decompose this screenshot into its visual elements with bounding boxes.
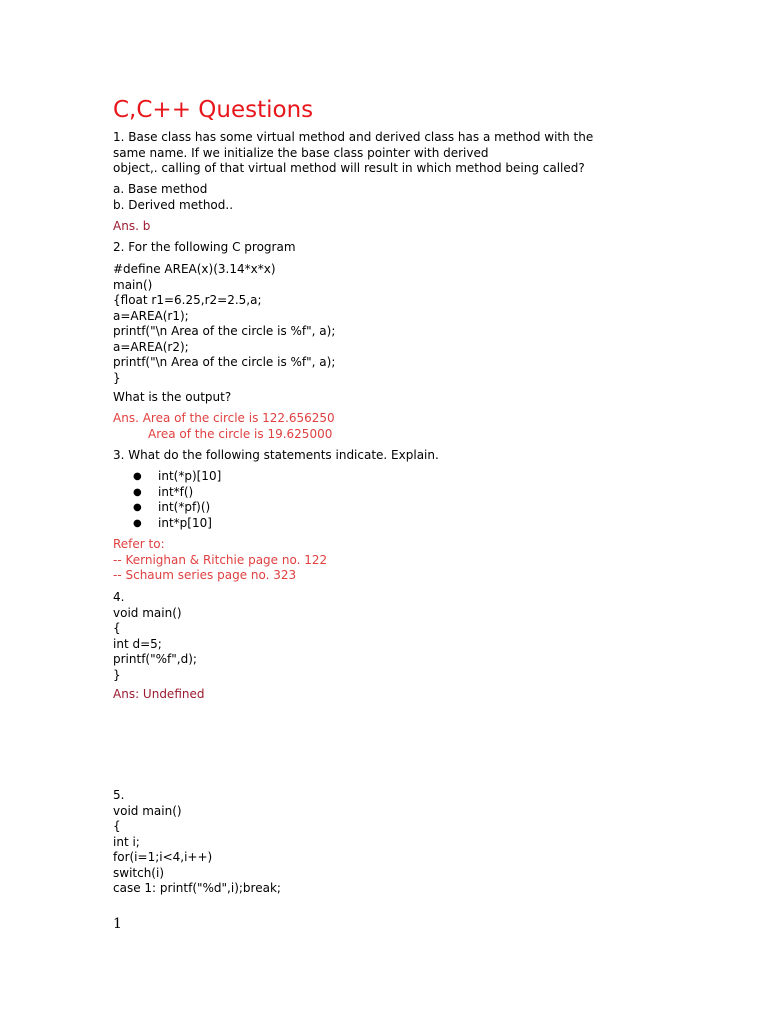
code-line: } xyxy=(113,370,121,385)
answer-text: Ans: Undefined xyxy=(113,687,205,701)
question-3 xyxy=(113,448,439,464)
code-line: } xyxy=(113,667,121,682)
question-2 xyxy=(113,240,296,256)
code-line: void main() xyxy=(113,605,182,620)
list-item-text: int*p[10] xyxy=(158,515,212,530)
question-1-answer xyxy=(113,219,150,235)
page-title: C,C++ Questions xyxy=(113,97,314,123)
code-line: int d=5; xyxy=(113,636,162,651)
code-line: int i; xyxy=(113,834,140,849)
question-line: object,. calling of that virtual method will result in which method being called? xyxy=(113,161,585,175)
question-line: same name. If we initialize the base class pointer with derived xyxy=(113,145,489,160)
question-text: 3. What do the following statements indicate. Explain. xyxy=(113,448,439,462)
question-3-reference xyxy=(113,537,327,584)
answer-line: Area of the circle is 19.625000 xyxy=(148,426,333,441)
reference-line: Refer to: xyxy=(113,537,165,551)
question-text: 2. For the following C program xyxy=(113,240,296,254)
code-line: void main() xyxy=(113,803,182,818)
code-line: { xyxy=(113,621,121,635)
code-line: { xyxy=(113,819,121,833)
code-line: 5. xyxy=(113,788,125,802)
list-item xyxy=(113,516,221,532)
question-2-answer xyxy=(113,411,335,442)
question-line: 1. Base class has some virtual method and derived class has a method with the xyxy=(113,130,594,144)
list-item-text: int(*pf)() xyxy=(158,500,211,514)
question-1 xyxy=(113,130,593,177)
code-line: printf("\n Area of the circle is %f", a); xyxy=(113,355,336,369)
reference-line: -- Kernighan & Ritchie page no. 122 xyxy=(113,552,328,567)
document-page xyxy=(113,0,753,1024)
question-text: What is the output? xyxy=(113,390,232,404)
code-line: #define AREA(x)(3.14*x*x) xyxy=(113,262,276,276)
answer-text: Ans. b xyxy=(113,219,151,233)
question-2-code xyxy=(113,262,335,386)
code-line: {float r1=6.25,r2=2.5,a; xyxy=(113,293,262,307)
code-line: printf("\n Area of the circle is %f", a); xyxy=(113,324,336,338)
code-line: a=AREA(r1); xyxy=(113,308,189,323)
code-line: 4. xyxy=(113,590,125,604)
question-2-prompt xyxy=(113,390,231,406)
question-4-code xyxy=(113,590,197,683)
reference-line: -- Schaum series page no. 323 xyxy=(113,568,297,582)
option-a: a. Base method xyxy=(113,182,208,196)
list-item-text: int(*p)[10] xyxy=(158,469,222,483)
code-line: main() xyxy=(113,277,153,292)
bullet-icon: ● xyxy=(133,471,142,482)
code-line: case 1: printf("%d",i);break; xyxy=(113,881,281,895)
question-5-code xyxy=(113,788,281,897)
list-item xyxy=(113,485,221,501)
bullet-icon: ● xyxy=(133,502,142,513)
question-1-options xyxy=(113,182,233,213)
code-line: switch(i) xyxy=(113,865,165,880)
question-3-list xyxy=(113,469,221,531)
list-item xyxy=(113,469,221,485)
code-line: a=AREA(r2); xyxy=(113,339,189,354)
bullet-icon: ● xyxy=(133,517,142,529)
code-line: printf("%f",d); xyxy=(113,652,197,666)
option-b: b. Derived method.. xyxy=(113,197,234,212)
list-item-text: int*f() xyxy=(158,484,194,499)
page-number: 1 xyxy=(113,916,122,932)
question-4-answer xyxy=(113,687,204,703)
code-line: for(i=1;i<4,i++) xyxy=(113,850,213,864)
bullet-icon: ● xyxy=(133,486,142,498)
answer-line: Ans. Area of the circle is 122.656250 xyxy=(113,411,335,425)
list-item xyxy=(113,500,221,516)
